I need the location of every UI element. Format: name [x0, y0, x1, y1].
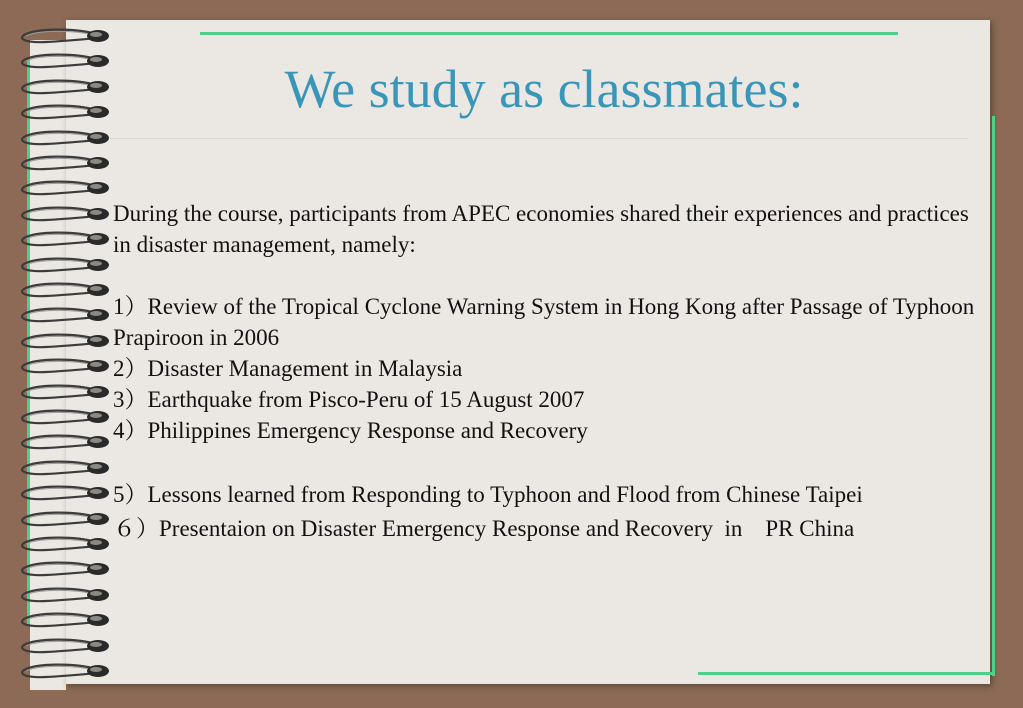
spiral-coil-icon — [16, 356, 114, 378]
spiral-coil-icon — [16, 26, 114, 48]
spiral-coil-icon — [16, 229, 114, 251]
accent-line-top — [200, 32, 898, 35]
list-item: 4）Philippines Emergency Response and Recovery — [113, 418, 588, 443]
spiral-coil-icon — [16, 559, 114, 581]
spiral-coil-icon — [16, 407, 114, 429]
spiral-coil-icon — [16, 331, 114, 353]
spiral-coil-icon — [16, 483, 114, 505]
slide-title: We study as classmates: — [284, 59, 804, 119]
spiral-coil-icon — [16, 153, 114, 175]
spiral-coil-icon — [16, 458, 114, 480]
spiral-coil-icon — [16, 610, 114, 632]
spiral-coil-icon — [16, 432, 114, 454]
title-divider — [110, 138, 968, 139]
spiral-coil-icon — [16, 128, 114, 150]
spiral-coil-icon — [16, 204, 114, 226]
accent-line-right — [992, 116, 995, 676]
list-item: 5）Lessons learned from Responding to Typhoon and Flood from Chinese Taipei — [113, 482, 863, 507]
slide-body — [113, 198, 983, 544]
list-item: 2）Disaster Management in Malaysia — [113, 356, 463, 381]
spiral-coil-icon — [16, 534, 114, 556]
intro-paragraph: During the course, participants from APEC economies shared their experiences and practices in disaster management, namely: — [113, 201, 969, 257]
spiral-coil-icon — [16, 661, 114, 683]
list-item: 3）Earthquake from Pisco-Peru of 15 August 2007 — [113, 387, 585, 412]
accent-line-bottom — [698, 672, 992, 675]
spiral-coil-icon — [16, 255, 114, 277]
spiral-coil-icon — [16, 636, 114, 658]
spiral-coil-icon — [16, 305, 114, 327]
spiral-coil-icon — [16, 178, 114, 200]
spiral-coil-icon — [16, 77, 114, 99]
spiral-coil-icon — [16, 509, 114, 531]
list-item: 1）Review of the Tropical Cyclone Warning System in Hong Kong after Passage of Typhoon Prapiroon in 2006 — [113, 294, 975, 350]
list-item: ６）Presentaion on Disaster Emergency Response and Recovery in PR China — [113, 516, 855, 541]
spiral-coil-icon — [16, 585, 114, 607]
spiral-coil-icon — [16, 51, 114, 73]
spiral-coil-icon — [16, 280, 114, 302]
spiral-coil-icon — [16, 382, 114, 404]
spiral-coil-icon — [16, 102, 114, 124]
